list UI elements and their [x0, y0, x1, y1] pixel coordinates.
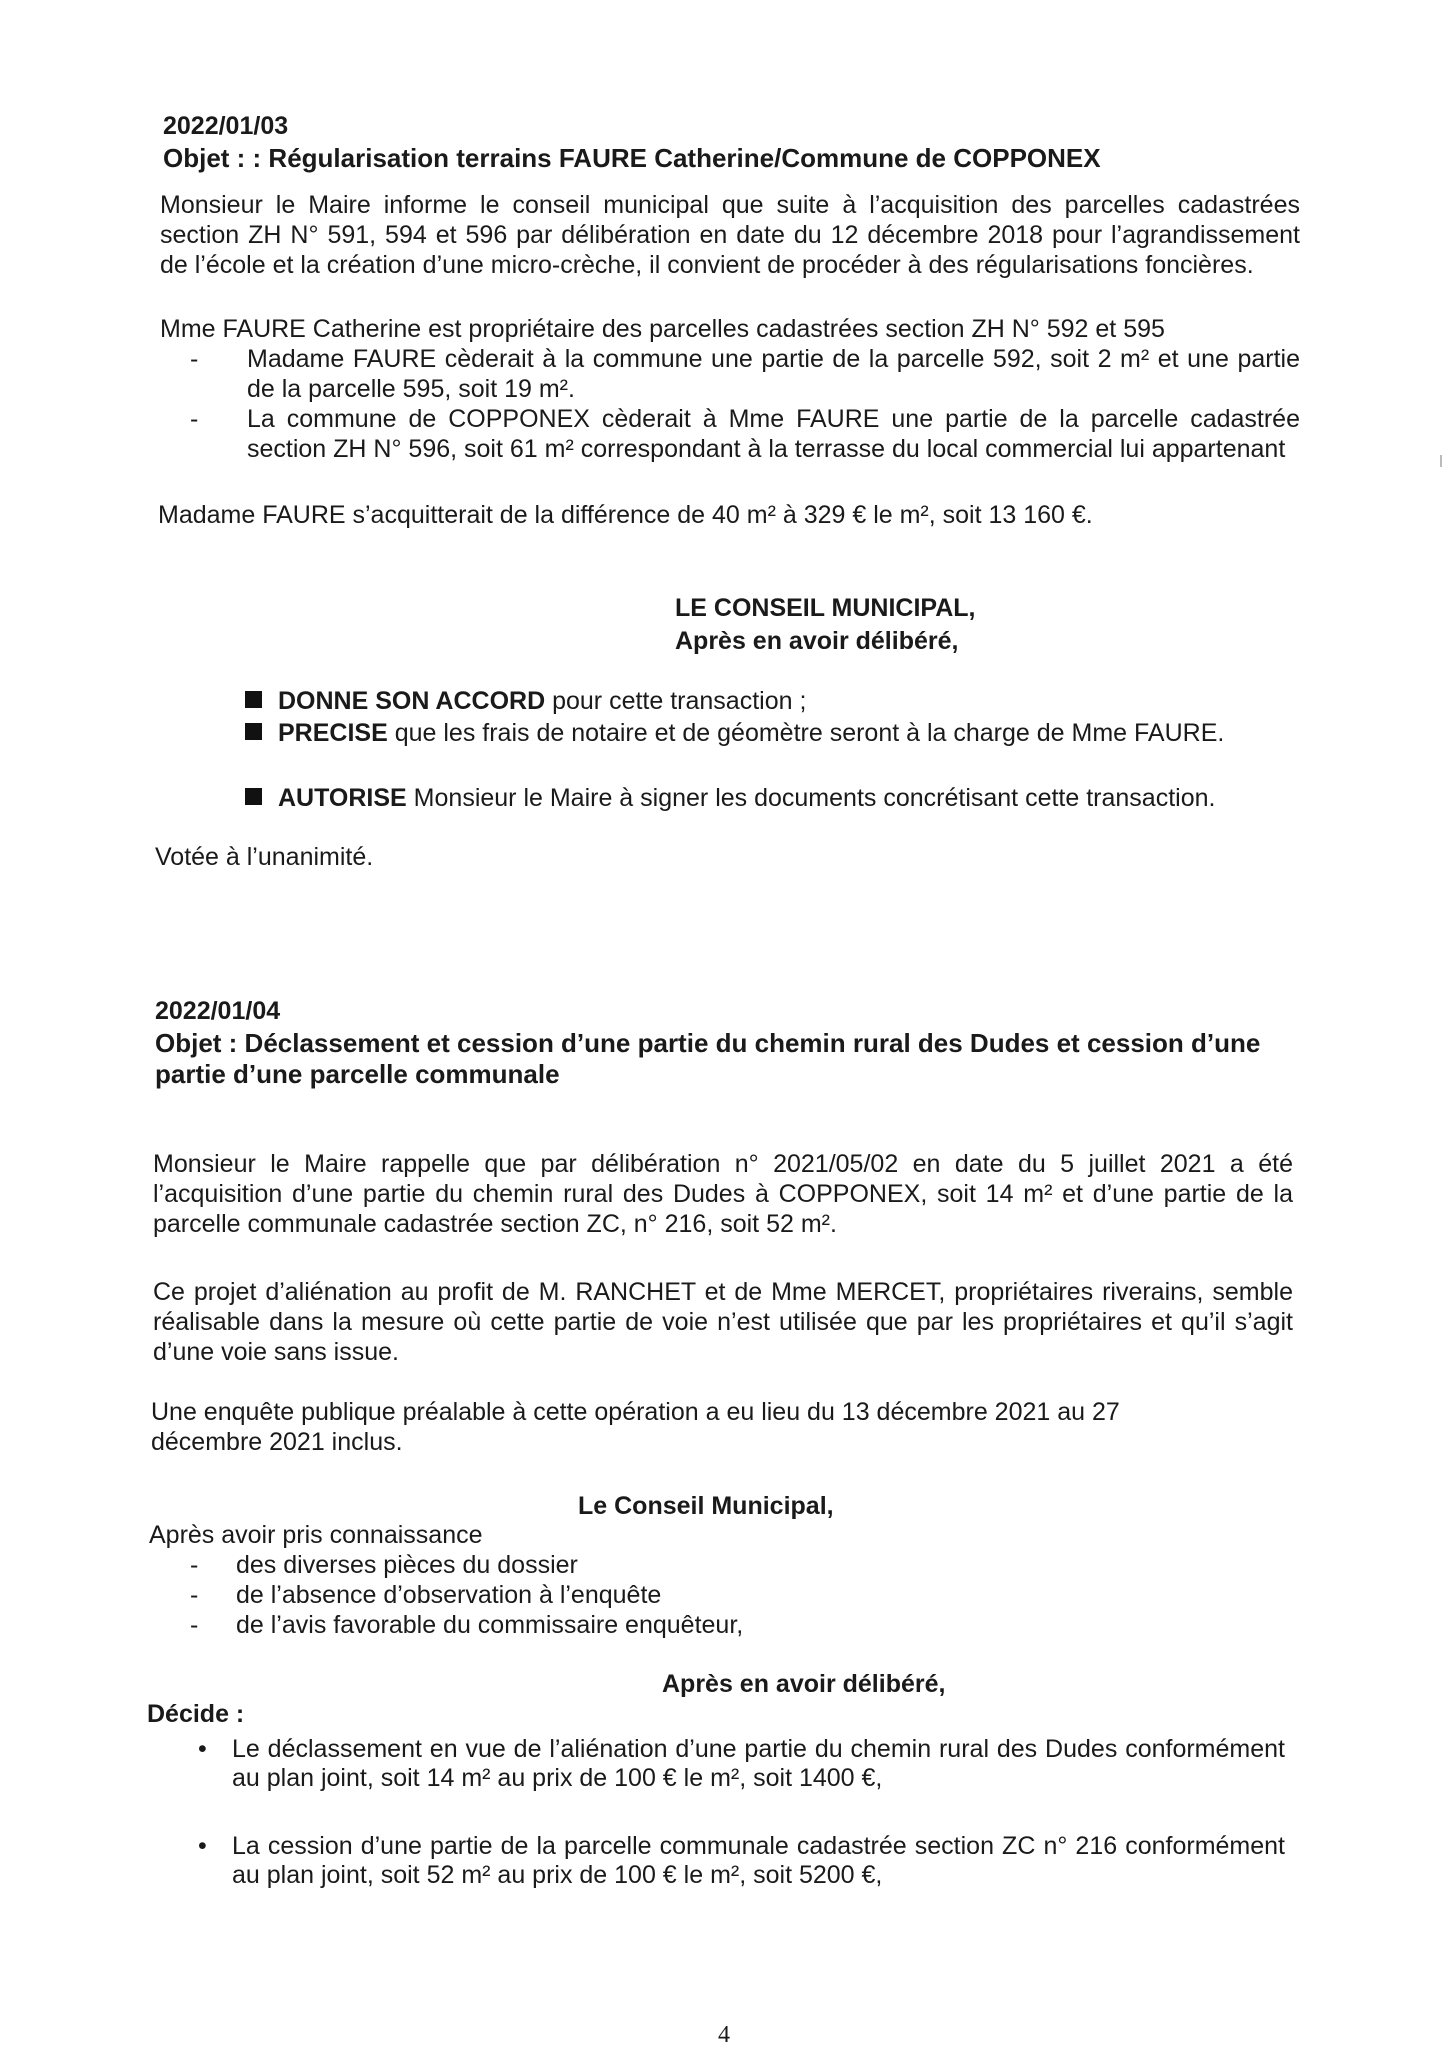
council-sub-1: Après en avoir délibéré,: [675, 627, 959, 655]
decide-list: [188, 1735, 1285, 1890]
section1-owner: Mme FAURE Catherine est propriétaire des parcelles cadastrées section ZH N° 592 et 595: [160, 315, 1165, 343]
deliberation-objet-1: Objet : : Régularisation terrains FAURE Catherine/Commune de COPPONEX: [163, 143, 1101, 173]
square-bullet-icon: [245, 788, 262, 805]
list-item: - des diverses pièces du dossier: [190, 1550, 1190, 1580]
section2-para2: Ce projet d’aliénation au profit de M. RANCHET et de Mme MERCET, propriétaires riverains, semble réalisable dans la mesure où cette partie de voie n’est utilisée que par les propriétaires et qu’il s’agit d’une voie sans issue.: [153, 1278, 1293, 1366]
section1-intro: Monsieur le Maire informe le conseil municipal que suite à l’acquisition des parcelles cadastrées section ZH N° 591, 594 et 596 par délibération en date du 12 décembre 2018 pour l’agrandissement de l’école et la création d’une micro-crèche, il convient de procéder à des régularisations foncières.: [160, 191, 1300, 279]
deliberation-ref-2: 2022/01/04: [155, 997, 281, 1025]
vote-result: Votée à l’unanimité.: [155, 843, 374, 871]
council-heading-1: LE CONSEIL MUNICIPAL,: [675, 594, 976, 622]
section1-items-list: [190, 344, 1300, 464]
page-number: 4: [718, 2022, 730, 2048]
deliberation-ref-1: 2022/01/03: [163, 112, 289, 140]
list-item: - de l’absence d’observation à l’enquête: [190, 1580, 1190, 1610]
section2-para3: Une enquête publique préalable à cette opération a eu lieu du 13 décembre 2021 au 27 décembre 2021 inclus.: [151, 1398, 1120, 1456]
list-item: • Le déclassement en vue de l’aliénation d’une partie du chemin rural des Dudes conformément au plan joint, soit 14 m² au prix de 100 € le m², soit 1400 €,: [188, 1735, 1285, 1793]
list-item: - de l’avis favorable du commissaire enquêteur,: [190, 1610, 1190, 1640]
list-item: • La cession d’une partie de la parcelle communale cadastrée section ZC n° 216 conformément au plan joint, soit 52 m² au prix de 100 € le m², soit 5200 €,: [188, 1832, 1285, 1890]
council-heading-2: Le Conseil Municipal,: [578, 1492, 834, 1520]
section2-para1: Monsieur le Maire rappelle que par délibération n° 2021/05/02 en date du 5 juillet 2021 a été l’acquisition d’une partie du chemin rural des Dudes à COPPONEX, soit 14 m² et d’une partie de la parcelle communale cadastrée section ZC, n° 216, soit 52 m².: [153, 1150, 1293, 1238]
list-item: - Madame FAURE cèderait à la commune une partie de la parcelle 592, soit 2 m² et une partie de la parcelle 595, soit 19 m².: [190, 344, 1300, 404]
decision-autorise: AUTORISE Monsieur le Maire à signer les documents concrétisant cette transaction.: [245, 783, 1215, 813]
decision-accord: DONNE SON ACCORD pour cette transaction ;: [245, 686, 806, 716]
considering-list: [190, 1550, 1190, 1640]
square-bullet-icon: [245, 691, 262, 708]
deliberation-objet-2: Objet : Déclassement et cession d’une partie du chemin rural des Dudes et cession d’une partie d’une parcelle communale: [155, 1028, 1261, 1089]
list-item: - La commune de COPPONEX cèderait à Mme FAURE une partie de la parcelle cadastrée section ZH N° 596, soit 61 m² correspondant à la terrasse du local commercial lui appartenant: [190, 404, 1300, 464]
decision-precise: PRECISE que les frais de notaire et de géomètre seront à la charge de Mme FAURE.: [245, 718, 1224, 748]
considering-intro: Après avoir pris connaissance: [149, 1521, 483, 1549]
scan-mark: [1440, 455, 1442, 467]
decide-heading: Décide :: [147, 1700, 245, 1728]
council-sub-2: Après en avoir délibéré,: [662, 1670, 946, 1698]
square-bullet-icon: [245, 723, 262, 740]
section1-difference: Madame FAURE s’acquitterait de la différence de 40 m² à 329 € le m², soit 13 160 €.: [158, 501, 1093, 529]
